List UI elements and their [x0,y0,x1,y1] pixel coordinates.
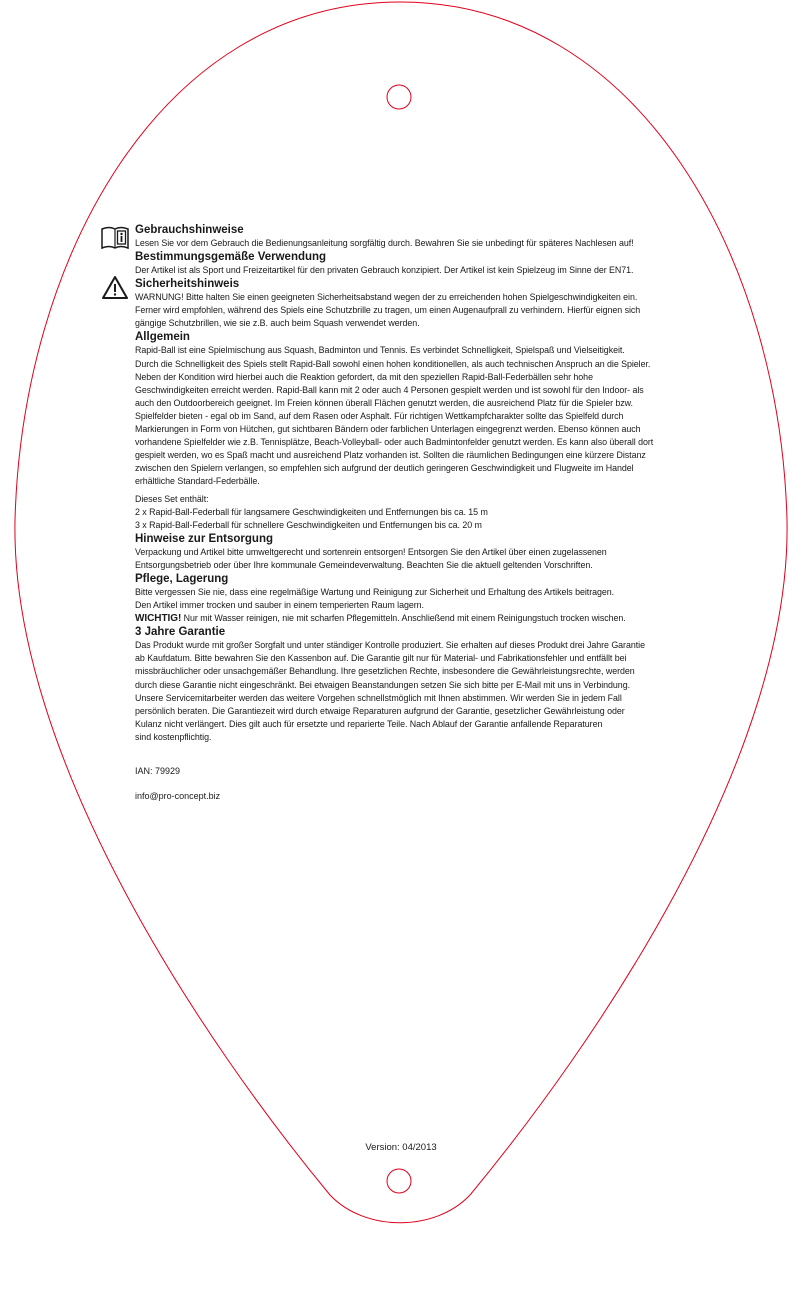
section [135,625,735,744]
body-line: Unsere Servicemitarbeiter werden das weitere Vorgehen schnellstmöglich mit Ihnen abstimmen. Wir werden Sie in jedem Fall [135,692,622,703]
set-intro: Dieses Set enthält: [135,493,209,504]
body-line: Verpackung und Artikel bitte umweltgerecht und sortenrein entsorgen! Entsorgen Sie den Artikel über einen zugelassenen [135,546,607,557]
body-line: erhältliche Standard-Federbälle. [135,476,260,487]
body-line: Bitte vergessen Sie nie, dass eine regelmäßige Wartung und Reinigung zur Sicherheit und Erhaltung des Artikels beitragen. [135,586,615,597]
section [135,250,735,277]
body-line: persönlich beraten. Die Garantiezeit wird durch etwaige Reparaturen aufgrund der Garantie, gesetzlicher Gewährleistung oder [135,705,625,716]
body-line: Markierungen in Form von Hütchen, gut sichtbaren Bändern oder farblichen Unterlagen eingegrenzt werden. Ebenso können auch [135,424,641,435]
body-line: Lesen Sie vor dem Gebrauch die Bedienungsanleitung sorgfältig durch. Bewahren Sie sie unbedingt für späteres Nachlesen auf! [135,238,634,248]
body-line: gespielt werden, wo es Spaß macht und ausreichend Platz vorhanden ist. Sollten die räumlichen Bedingungen eine kürzere Distanz [135,450,646,461]
section-heading: Bestimmungsgemäße Verwendung [135,251,327,264]
important-label: WICHTIG! [135,613,182,625]
section-heading: Sicherheitshinweis [135,278,240,291]
body-line: ab Kaufdatum. Bitte bewahren Sie den Kassenbon auf. Die Garantie gilt nur für Material- und Fabrikationsfehler und entfällt bei [135,653,627,664]
body-line: durch diese Garantie nicht eingeschränkt. Bei etwaigen Beanstandungen setzen Sie sich bitte per E-Mail mit uns in Verbindung. [135,679,630,690]
section-heading: Pflege, Lagerung [135,572,229,585]
body-line: Den Artikel immer trocken und sauber in einem temperierten Raum lagern. [135,600,424,611]
set-item: 3 x Rapid-Ball-Federball für schnellere Geschwindigkeiten und Entfernungen bis ca. 20 m [135,519,482,530]
body-line: WARNUNG! Bitte halten Sie einen geeigneten Sicherheitsabstand wegen der zu erreichenden hohen Spielgeschwindigkeiten ein. [135,292,638,303]
body-line: Durch die Schnelligkeit des Spiels stellt Rapid-Ball sowohl einen hohen konditionellen, als auch technischen Anspruch an die Spieler. [135,358,651,369]
body-line: gängige Schutzbrillen, wie sie z.B. auch beim Squash verwendet werden. [135,318,420,329]
body-line: Geschwindigkeiten erreicht werden. Rapid-Ball kann mit 2 oder auch 4 Personen gespielt werden und ist sowohl für den Indoor- als [135,384,644,395]
body-line: Spielfelder bieten - egal ob im Sand, auf dem Rasen oder Asphalt. Für richtigen Wettkampfcharakter sollte das Spielfeld durch [135,410,624,421]
body-line: Das Produkt wurde mit großer Sorgfalt und unter ständiger Kontrolle produziert. Sie erhalten auf dieses Produkt drei Jahre Garantie [135,640,645,651]
hang-hole-top [387,85,411,109]
section [135,330,735,531]
section [135,532,735,572]
section [135,223,735,250]
set-item: 2 x Rapid-Ball-Federball für langsamere Geschwindigkeiten und Entfernungen bis ca. 15 m [135,506,488,517]
body-line: missbräuchlicher oder unsachgemäßer Behandlung. Ihre gesetzlichen Rechte, insbesondere die Gewährleistungsrechte, werden [135,666,635,677]
body-line: Kulanz nicht verlängert. Dies gilt auch für ersetzte und reparierte Teile. Nach Ablauf der Garantie anfallende Reparaturen [135,718,603,729]
version-label: Version: 04/2013 [365,1142,437,1153]
body-line: zwischen den Spielern verlangen, so empfehlen sich aufgrund der deutlich geringeren Geschwindigkeit und Flugweite im Handel [135,463,634,474]
hang-hole-bottom [387,1169,411,1193]
body-line: Entsorgungsbetrieb oder über Ihre kommunale Gemeindeverwaltung. Beachten Sie die aktuell geltenden Vorschriften. [135,559,593,570]
book-info-icon [100,226,130,250]
section [135,572,735,625]
ian-number: IAN: 79929 [135,766,181,776]
body-line: Ferner wird empfohlen, während des Spiels eine Schutzbrille zu tragen, um einen Augenaufprall zu verhindern. Hierfür eignen sich [135,305,641,316]
instructions-content [135,223,735,744]
section-heading: Gebrauchshinweise [135,224,244,236]
important-line [135,612,735,625]
body-line: Neben der Kondition wird hierbei auch die Reaktion gefordert, da mit den speziellen Rapid-Ball-Federbällen sehr hohe [135,371,593,382]
body-line: vorhandene Spielfelder wie z.B. Tennisplätze, Beach-Volleyball- oder auch Badmintonfelder genutzt werden. Es kann also überall dort [135,437,654,448]
body-line: sind kostenpflichtig. [135,731,212,742]
section-heading: Hinweise zur Entsorgung [135,532,274,545]
important-text: Nur mit Wasser reinigen, nie mit scharfen Pflegemitteln. Anschließend mit einem Reinigungstuch trocken wischen. [181,613,626,624]
body-line: Rapid-Ball ist eine Spielmischung aus Squash, Badminton und Tennis. Es verbindet Schnelligkeit, Spielspaß und Vielseitigkeit. [135,345,625,356]
body-line: Der Artikel ist als Sport und Freizeitartikel für den privaten Gebrauch konzipiert. Der Artikel ist kein Spielzeug im Sinne der EN71. [135,265,634,276]
warning-icon [101,275,129,300]
section [135,277,735,330]
section-heading: Allgemein [135,331,190,344]
section-heading: 3 Jahre Garantie [135,626,226,639]
contact-email: info@pro-concept.biz [135,791,221,801]
body-line: auch den Outdoorbereich geeignet. Im Freien können überall Flächen genutzt werden, die ausreichend Platz für die Spieler bzw. [135,397,633,408]
